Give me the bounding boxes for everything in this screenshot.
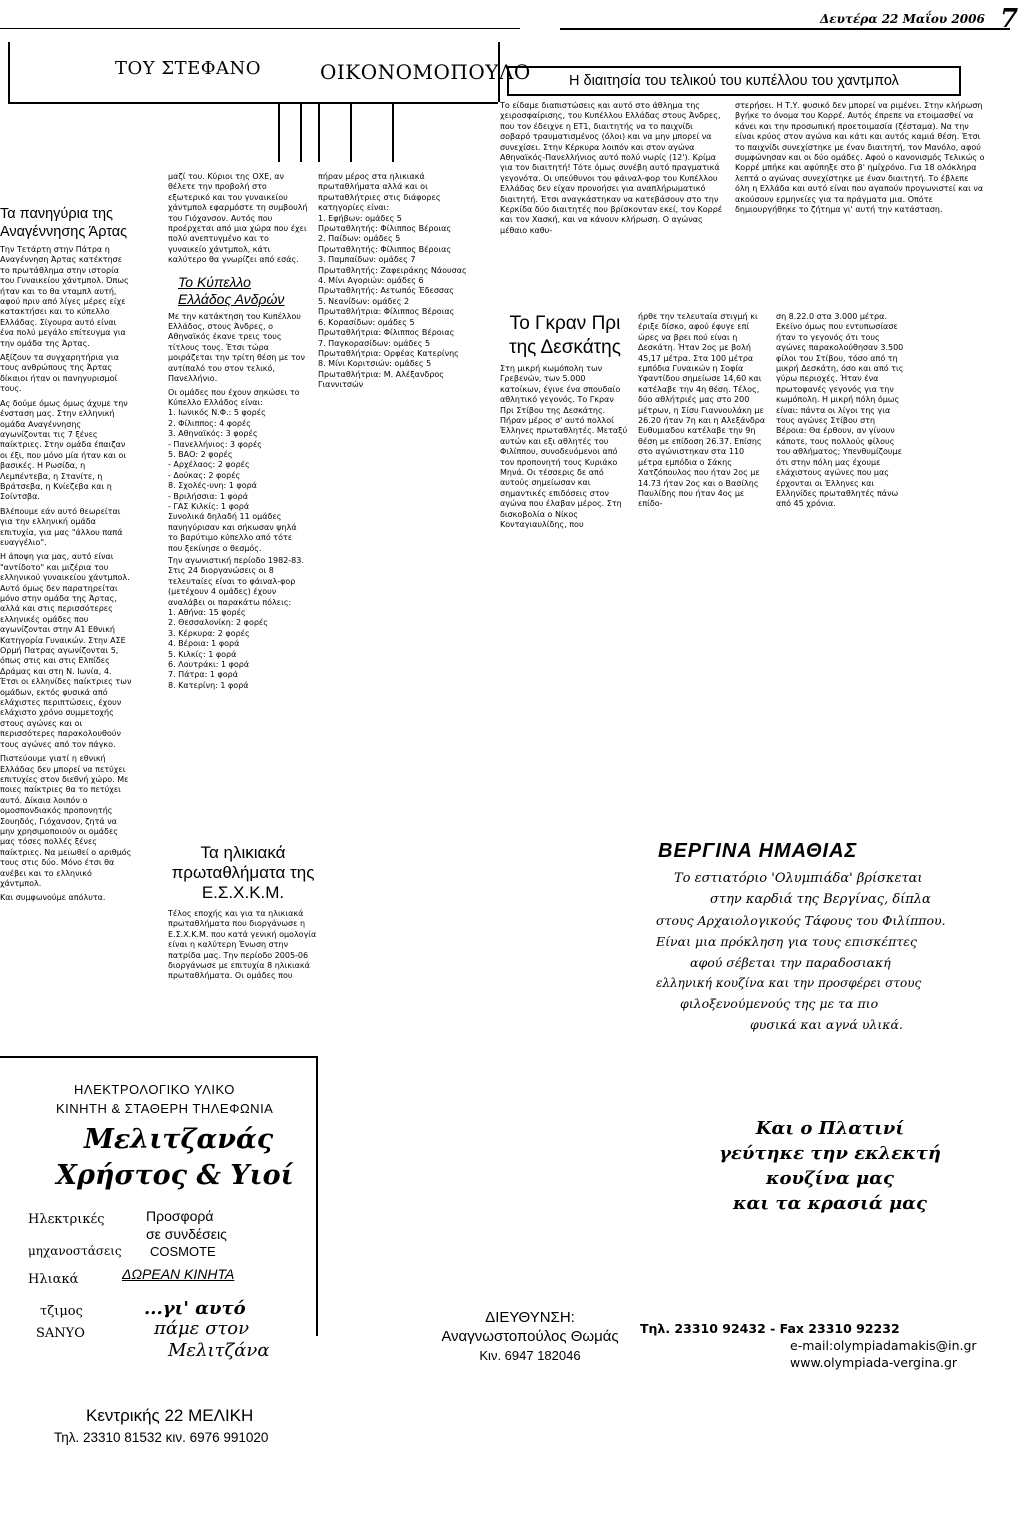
ad-line: Το εστιατόριο 'Ολυμπιάδα' βρίσκεται: [674, 871, 923, 886]
electric-ad-slogan1: ...γι' αυτό: [144, 1298, 246, 1319]
article-column-4: [500, 101, 725, 236]
list-item: Πρωταθλητής: Ζαφειράκης Νάουσας: [318, 265, 467, 275]
grand-prix-title: [500, 312, 630, 360]
banner-bar: [278, 102, 280, 162]
electric-ad-brand1: Μελιτζανάς: [84, 1124, 274, 1155]
list-item: Πρωταθλήτρια: Φίλιππος Βέροιας: [318, 328, 455, 338]
article-age-championships: [168, 843, 318, 982]
paragraph: Βλέπουμε εάν αυτό θεωρείται για την ελληνική ομάδα επιτυχία, για μας "άλλου παπά ευαγγέλιο".: [0, 506, 123, 547]
list-item: 3. Αθηναϊκός: 3 φορές: [168, 429, 258, 439]
ad-line: ελληνική κουζίνα και την προσφέρει στους: [656, 976, 922, 990]
tagline-line: Και ο Πλατινί: [755, 1118, 905, 1139]
restaurant-ad: [650, 840, 990, 1032]
ad-line: στην καρδιά της Βεργίνας, δίπλα: [710, 892, 931, 907]
list-item: 8. Σχολές-υνη: 1 φορά: [168, 481, 257, 491]
list-item: 5. Κιλκίς: 1 φορά: [168, 649, 237, 659]
list-item: 2. Θεσσαλονίκη: 2 φορές: [168, 618, 268, 628]
contact-email[interactable]: e-mail:olympiadamakis@in.gr: [790, 1338, 977, 1353]
electric-ad-line2: ΚΙΝΗΤΗ & ΣΤΑΘΕΡΗ ΤΗΛΕΦΩΝΙΑ: [56, 1101, 274, 1116]
list-item: - Βριλήσσια: 1 φορά: [168, 491, 249, 501]
subhead-age-championships: Τα ηλικιακά πρωταθλήματα της Ε.Σ.Χ.Κ.Μ.: [171, 843, 315, 902]
electric-ad-offer4: ΔΩΡΕΑΝ ΚΙΝΗΤΑ: [122, 1266, 235, 1282]
paragraph: Αξίζουν τα συγχαρητήρια για τους ανθρώπους της Άρτας δίκαιοι ήταν οι πανηγυρισμοί τους.: [0, 353, 119, 394]
electric-ad-side-1: Ηλεκτρικές: [28, 1212, 105, 1227]
list-item: 2. Παίδων: ομάδες 5: [318, 234, 401, 244]
list-item: Πρωταθλητής: Φίλιππος Βέροιας: [318, 224, 452, 234]
list-item: Πρωταθλητής: Αετωπός Έδεσσας: [318, 286, 454, 296]
contact-web[interactable]: www.olympiada-vergina.gr: [790, 1355, 958, 1370]
paragraph: πήραν μέρος στα ηλικιακά πρωταθλήματα αλλά και οι πρωταθλήτριες στις διάφορες κατηγορίες είναι:: [318, 172, 441, 213]
paragraph: Οι ομάδες που έχουν σηκώσει το Κύπελλο Ελλάδος είναι:: [168, 387, 300, 407]
ad-line: φιλοξενούμενούς της με τα πιο: [680, 996, 879, 1011]
list-item: 7. Πάτρα: 1 φορά: [168, 670, 239, 680]
author-first: ΤΟΥ ΣΤΕΦΑΝΟ: [115, 58, 262, 79]
list-item: 5. Νεανίδων: ομάδες 2: [318, 296, 410, 306]
list-item: - Αρχέλαος: 2 φορές: [168, 460, 250, 470]
banner-bar: [392, 102, 394, 162]
right-headline: Η διαιτησία του τελικού του κυπέλλου του χαντμπολ: [569, 73, 899, 89]
electric-ad-offer3: COSMOTE: [150, 1244, 216, 1259]
list-item: 3. Παμπαίδων: ομάδες 7: [318, 255, 416, 265]
list-item: - Δούκας: 2 φορές: [168, 470, 241, 480]
electric-ad-border-top: [0, 1056, 318, 1058]
date-stamp: [820, 12, 985, 26]
electric-ad-side-5: SANYO: [36, 1326, 85, 1341]
electric-ad-slogan3: Μελιτζάνα: [168, 1340, 270, 1361]
electric-ad-brand2: Χρήστος & Υιοί: [56, 1160, 294, 1191]
paragraph: Την αγωνιστική περίοδο 1982-83. Στις 24 διοργανώσεις οι 8 τελευταίες είναι το φάιναλ-φορ (μετέχουν 4 ομάδες) έχουν αναλάβει οι παρακάτω πόλεις:: [168, 556, 304, 607]
ad-headline: ΒΕΡΓΙΝΑ ΗΜΑΘΙΑΣ: [658, 840, 858, 862]
article-column-5: [735, 101, 985, 215]
ad-line: αφού σέβεται την παραδοσιακή: [690, 955, 891, 970]
electric-ad-phone: Τηλ. 23310 81532 κιν. 6976 991020: [54, 1430, 269, 1445]
ad-line: φυσικά και αγνά υλικά.: [750, 1017, 903, 1032]
grand-prix-heading: Το Γκραν Πρι της Δεσκάτης: [509, 313, 621, 358]
electric-ad-side-4: τζιμος: [40, 1304, 83, 1319]
right-headline-rule: [507, 94, 957, 96]
address-label: ΔΙΕΥΘΥΝΣΗ:: [485, 1309, 575, 1326]
restaurant-contact: [640, 1320, 1020, 1371]
list-item: 1. Ιωνικός Ν.Φ.: 5 φορές: [168, 408, 266, 418]
paragraph: Η άποψη για μας, αυτό είναι "αντίδοτο" και μιζέρια του ελληνικού γυναικείου χάντμπολ. Αυτό όμως δεν παρατηρείται μόνο στην ομάδα της Άρτας, αλλά και στις περισσότερες ελληνικές ομάδες που αγωνίζονται στην Α1 Εθνική Κατηγορία Γυναικών. Στην ΑΣΕ Ορμή Πατρας αγωνίζονται 5, όπως στις και στις Ελπίδες Δράμας και στη Ν. Ιωνία, 4. Έτσι οι ελληνίδες παίκτριες των ομάδων, εκτός φυσικά από ελάχιστες περιπτώσεις, έχουν ελάχιστο χρόνο συμμετοχής στους αγώνες και οι περισσότερες παρακολουθούν τους αγώνες από τον πάγκο.: [0, 552, 132, 749]
list-item: 3. Κέρκυρα: 2 φορές: [168, 628, 250, 638]
banner-bar: [318, 102, 320, 162]
paragraph: ση 8.22.0 στα 3.000 μέτρα. Εκείνο όμως που εντυπωσίασε ήταν το γεγονός ότι τους αγώνες παρακολούθησαν 3.500 φίλοι του Στίβου, τόσο από τη μικρή Δεσκάτη, όσο και από τις γύρω περιοχές. Ήταν ένα πρωτοφανές γεγονός για την κωμόπολη. Η μικρή πόλη όμως είναι: πάντα οι λίγοι της για τους αγώνες Στίβου στη Βέροια: Θα έρθουν, αν γίνουν κάποτε, τους πολλούς φίλους του αθλήματος; Υπενθυμίζουμε ότι στην πόλη μας έχουμε ελάχιστους αγώνες που μας έρχονται οι Έλληνες και Ελληνίδες πρωταθλητές πάνω από 45 χρόνια.: [776, 312, 904, 509]
restaurant-address: [420, 1308, 640, 1365]
list-item: Πρωταθλήτρια: Ορφέας Κατερίνης: [318, 348, 459, 358]
article-column-1: [0, 205, 132, 904]
electric-ad-side-2: μηχανοστάσεις: [28, 1244, 122, 1258]
article-column-3: [318, 172, 468, 391]
list-item: 4. Μίνι Αγοριών: ομάδες 6: [318, 276, 424, 286]
electric-ad-slogan2: πάμε στον: [154, 1318, 250, 1339]
electric-ad-offer1: Προσφορά: [146, 1208, 214, 1224]
list-item: - ΓΑΣ Κιλκίς: 1 φορά: [168, 501, 250, 511]
tagline-line: και τα κρασιά μας: [733, 1193, 927, 1214]
paragraph: στερήσει. Η Τ.Υ. φυσικό δεν μπορεί να ριμένει. Στην κλήρωση βγήκε το όνομα του Κορρέ. Αυτός έπρεπε να ετοιμασθεί να κάνει και την προσωπική προετοιμασία (ζέσταμα). Να την είναι κρύος στον αγώνα και κάτι και αυτός καμιά θέση. Έτσι το παιχνίδι συνεχίστηκε με έναν διαιτητή, τον Μανόλο, αφού συμφώνησαν και οι δύο ομάδες. Αφού ο κανονισμός Τελικώς ο Κορρέ μπήκε και αφύπηξε στο β' ημίχρόνο. Για 18 ολόκληρα λεπτά ο αγώνας συνεχίστηκε με έναν διαιτητή. Το έβλεπε όλη η Ελλάδα και αυτό είναι που αγαπούν προγωνιστεί και να ακούσουν ερμηνείες για τα πράγματα μια. Οπότε δημιουργήθηκε το ζήτημα γι' αυτή την κατάσταση.: [735, 101, 985, 215]
list-item: Πρωταθλητής: Φίλιππος Βέροιας: [318, 244, 452, 254]
electric-ad-offer2: σε συνδέσεις: [146, 1226, 227, 1242]
address-mobile: Κιν. 6947 182046: [479, 1348, 581, 1363]
paragraph: μαζί του. Κύριοι της ΟΧΕ, αν θέλετε την προβολή στο εξωτερικό και του γυναικείου χάντμπολ εφαρμόστε τη συμβουλή του Γιόχανσον. Αυτός που προέρχεται από μια χώρα που έχει πολύ ανεπτυγμένο και το γυναικείο χάντμπολ, κάτι καλύτερο θα γνωρίζει από εσάς.: [168, 172, 308, 265]
top-rule-left: [0, 28, 520, 29]
list-item: 1. Εφήβων: ομάδες 5: [318, 213, 402, 223]
list-item: 2. Φίλιππος: 4 φορές: [168, 418, 251, 428]
banner-bar: [300, 102, 302, 162]
paragraph: Την Τετάρτη στην Πάτρα η Αναγέννηση Άρτας κατέκτησε το πρωτάθλημα στην ιστορία του Γυναικείου χάντμπολ. Όπως ήταν και το θα νταμπλ αυτή, αφού πριν από λίγες μέρες είχε κατακτήσει και το κύπελλο Ελλάδας. Σίγουρα αυτό είναι ένα πολύ μεγάλο επίτευγμα για την ομάδα της Άρτας.: [0, 245, 129, 348]
tagline-line: κουζίνα μας: [766, 1168, 894, 1189]
paragraph: Πιστεύουμε γιατί η εθνική Ελλάδας δεν μπορεί να πετύχει επιτυχίες στον διεθνή χώρο. Με ποιες παίκτριες θα το πετύχει αυτό. Δίκαια λοιπόν ο ομοσπονδιακός προπονητής Σουηδός, Γιόχανσον, ζητά να μην χρησιμοποιούν οι ομάδες μας τόσες πολλές ξένες παίκτριες. Να μειωθεί ο αριθμός τους στις δύο. Μόνο έτσι θα ανέβει και το ελληνικό χάντμπολ.: [0, 754, 132, 888]
list-item: 6. Κορασίδων: ομάδες 5: [318, 317, 415, 327]
right-headline-box: [507, 66, 961, 96]
paragraph: ήρθε την τελευταία στιγμή κι έριξε δίσκο, αφού έφυγε επί ώρες να βρει πού είναι η Δεσκάτη. Ήταν 2ος με βολή 45,17 μέτρα. Στα 100 μέτρα εμπόδια Γυναικών η Σοφία Υφαντίδου σημείωσε 14,60 και κατέλαβε την 4η θέση. Τέλος, δύο αθλήτριές μας στο 200 μέτρων, η Σίσυ Γιαννουλάκη με 26.20 ήταν 7η και η Αλεξάνδρα Ευθυμιαδου κατέλαβε την 9η θέση με επίδοση 26.37. Επίσης στο αγώνιστηκαν στα 110 μέτρα εμπόδια ο Σάκης Χατζόπουλος που ήταν 2ος με 14.73 ήταν 2ος και ο Βασίλης Παυλίδης που ήταν 4ος με επίδο-: [638, 312, 766, 509]
article-column-2: [168, 172, 308, 691]
electric-ad-divider: [316, 1058, 318, 1336]
electric-ad-line1: ΗΛΕΚΤΡΟΛΟΓΙΚΟ ΥΛΙΚΟ: [74, 1082, 235, 1097]
paragraph: Συνολικά δηλαδή 11 ομάδες πανηγύρισαν και σήκωσαν ψηλά το βαρύτιμο κύπελλο από τότε που ξεκίνησε ο θεσμός.: [168, 512, 297, 553]
banner-bar: [350, 102, 352, 162]
address-name: Αναγνωστοπούλος Θωμάς: [441, 1328, 619, 1345]
paragraph: Τέλος εποχής και για τα ηλικιακά πρωταθλήματα που διοργάνωσε η Ε.Σ.Χ.Κ.Μ. που κατά γενική ομολογία είναι η καλύτερη Ένωση στην πατρίδα μας. Την περίοδο 2005-06 διοργάνωσε με επιτυχία 8 ηλικιακά πρωταθλήματα. Οι ομάδες που: [168, 909, 317, 981]
list-item: 1. Αθήνα: 15 φορές: [168, 608, 246, 618]
list-item: Πρωταθλήτρια: Φίλιππος Βέροιας: [318, 307, 455, 317]
contact-phone: Τηλ. 23310 92432 - Fax 23310 92232: [640, 1321, 900, 1336]
list-item: 5. ΒΑΟ: 2 φορές: [168, 449, 233, 459]
electric-ad-address: Κεντρικής 22 ΜΕΛΙΚΗ: [86, 1406, 254, 1425]
subhead-cup: Το Κύπελλο Ελλάδος Ανδρών: [178, 273, 285, 307]
tagline-line: γεύτηκε την εκλεκτή: [719, 1143, 941, 1164]
banner-rule: [8, 102, 498, 104]
host-cities-list: [168, 608, 308, 691]
age-champions-list: [318, 214, 468, 391]
paragraph: Ας δούμε όμως όμως άχυμε την ένσταση μας. Στην ελληνική ομάδα Αναγέννησης αγωνίζονται τις 7 ξένες παίκτριες. Στην ομάδα έπαιζαν οι έξι, που μόνο μία ήταν και οι βασικές. Η Ρωσίδα, η Λεμπέντεβα, η Στανίτε, η Βράτσεβα, η Κνίεζεβα και η Σοίντσβα.: [0, 398, 128, 502]
paragraph: Το είδαμε διαπιστώσεις και αυτό στο άθλημα της χειροσφαίρισης, του Κυπέλλου Ελλάδας στους Άνδρες, που τον έδειχνε η ΕΤ1, διαιτητής να το παιχνίδι σοβαρό τραυματισμένος (όλοι) και να μην μπορεί να συνεχίσει. Στην Κέρκυρα λοιπόν και στον αγώνα Αθηναϊκός-Πανελλήνιος αυτό πολύ νωρίς (12'). Κρίμα για τον διαιτητή! Τότε όμως συνέβη αυτό πραγματικά γεγονότα. Οι υπεύθυνοι του φάιναλ-φορ του Κυπέλλου Ελλάδας δεν είχαν προνοήσει για αναπλήρωματικό διαιτητή. Έτσι αναγκάστηκαν να κατεβάσουν στο την Κερκίδα δύο διαιτητές που βρίσκονταν εκεί, τον Κορρέ και τον Χασκή, και να κάνουν κλήρωση. Ο αγώνας μέθαιο καθυ-: [500, 101, 723, 235]
grand-prix-col-b: [638, 312, 766, 510]
list-item: 6. Λουτράκι: 1 φορά: [168, 660, 250, 670]
list-item: Πρωταθλήτρια: Μ. Αλέξανδρος Γιαννιτσών: [318, 369, 444, 390]
paragraph: Με την κατάκτηση του Κυπέλλου Ελλάδος, στους Άνδρες, ο Αθηναϊκός έκανε τρεις τους τίτλους τους. Έτσι τώρα μοιράζεται την τρίτη θέση με τον αντίπαλό του στον τελικό, Πανελλήνιο.: [168, 311, 306, 384]
top-rule: [560, 28, 1010, 30]
grand-prix-col-a: [500, 364, 628, 531]
list-item: 8. Μίνι Κοριτσιών: ομάδες 5: [318, 359, 432, 369]
list-item: 8. Κατερίνη: 1 φορά: [168, 680, 249, 690]
date-stamp-text: Δευτέρα 22 Μαΐου 2006: [820, 12, 985, 26]
list-item: 7. Παγκορασίδων: ομάδες 5: [318, 338, 431, 348]
page-number: 7: [1000, 4, 1019, 34]
list-item: 4. Βέροια: 1 φορά: [168, 639, 240, 649]
ad-line: Είναι μια πρόκληση για τους επισκέπτες: [656, 934, 917, 949]
list-item: - Πανελλήνιος: 3 φορές: [168, 439, 262, 449]
paragraph: Και συμφωνούμε απόλυτα.: [0, 893, 106, 903]
electric-ad-side-3: Ηλιακά: [28, 1272, 79, 1287]
grand-prix-col-c: [776, 312, 906, 510]
author-last: ΟΙΚΟΝΟΜΟΠΟΥΛΟ: [320, 60, 531, 84]
restaurant-tagline: [690, 1118, 970, 1214]
article-title-festivities: Τα πανηγύρια της Αναγέννησης Άρτας: [0, 206, 128, 240]
cup-winners-list: [168, 408, 308, 512]
paragraph: Στη μικρή κωμόπολη των Γρεβενών, των 5.000 κατοίκων, έγινε ένα σπουδαίο αθλητικό γεγονός. Το Γκραν Πρι Στίβου της Δεσκάτης. Πήραν μέρος σ' αυτό πολλοί Έλληνες πρωταθλητές. Μεταξύ αυτών και εξι αθλητές του Φιλίππου, συνοδευόμενοι από τον προπονητή τους Κυριάκο Μηνά. Οι τέσσερις δε από αυτούς σημείωσαν και σημαντικές επιδόσεις στον αγώνα που έλαβαν μέρος. Στη δισκοβολία ο Νίκος Κονταγιαυλίδης, που: [500, 364, 628, 530]
ad-line: στους Αρχαιολογικούς Τάφους του Φιλίππου.: [656, 913, 946, 928]
